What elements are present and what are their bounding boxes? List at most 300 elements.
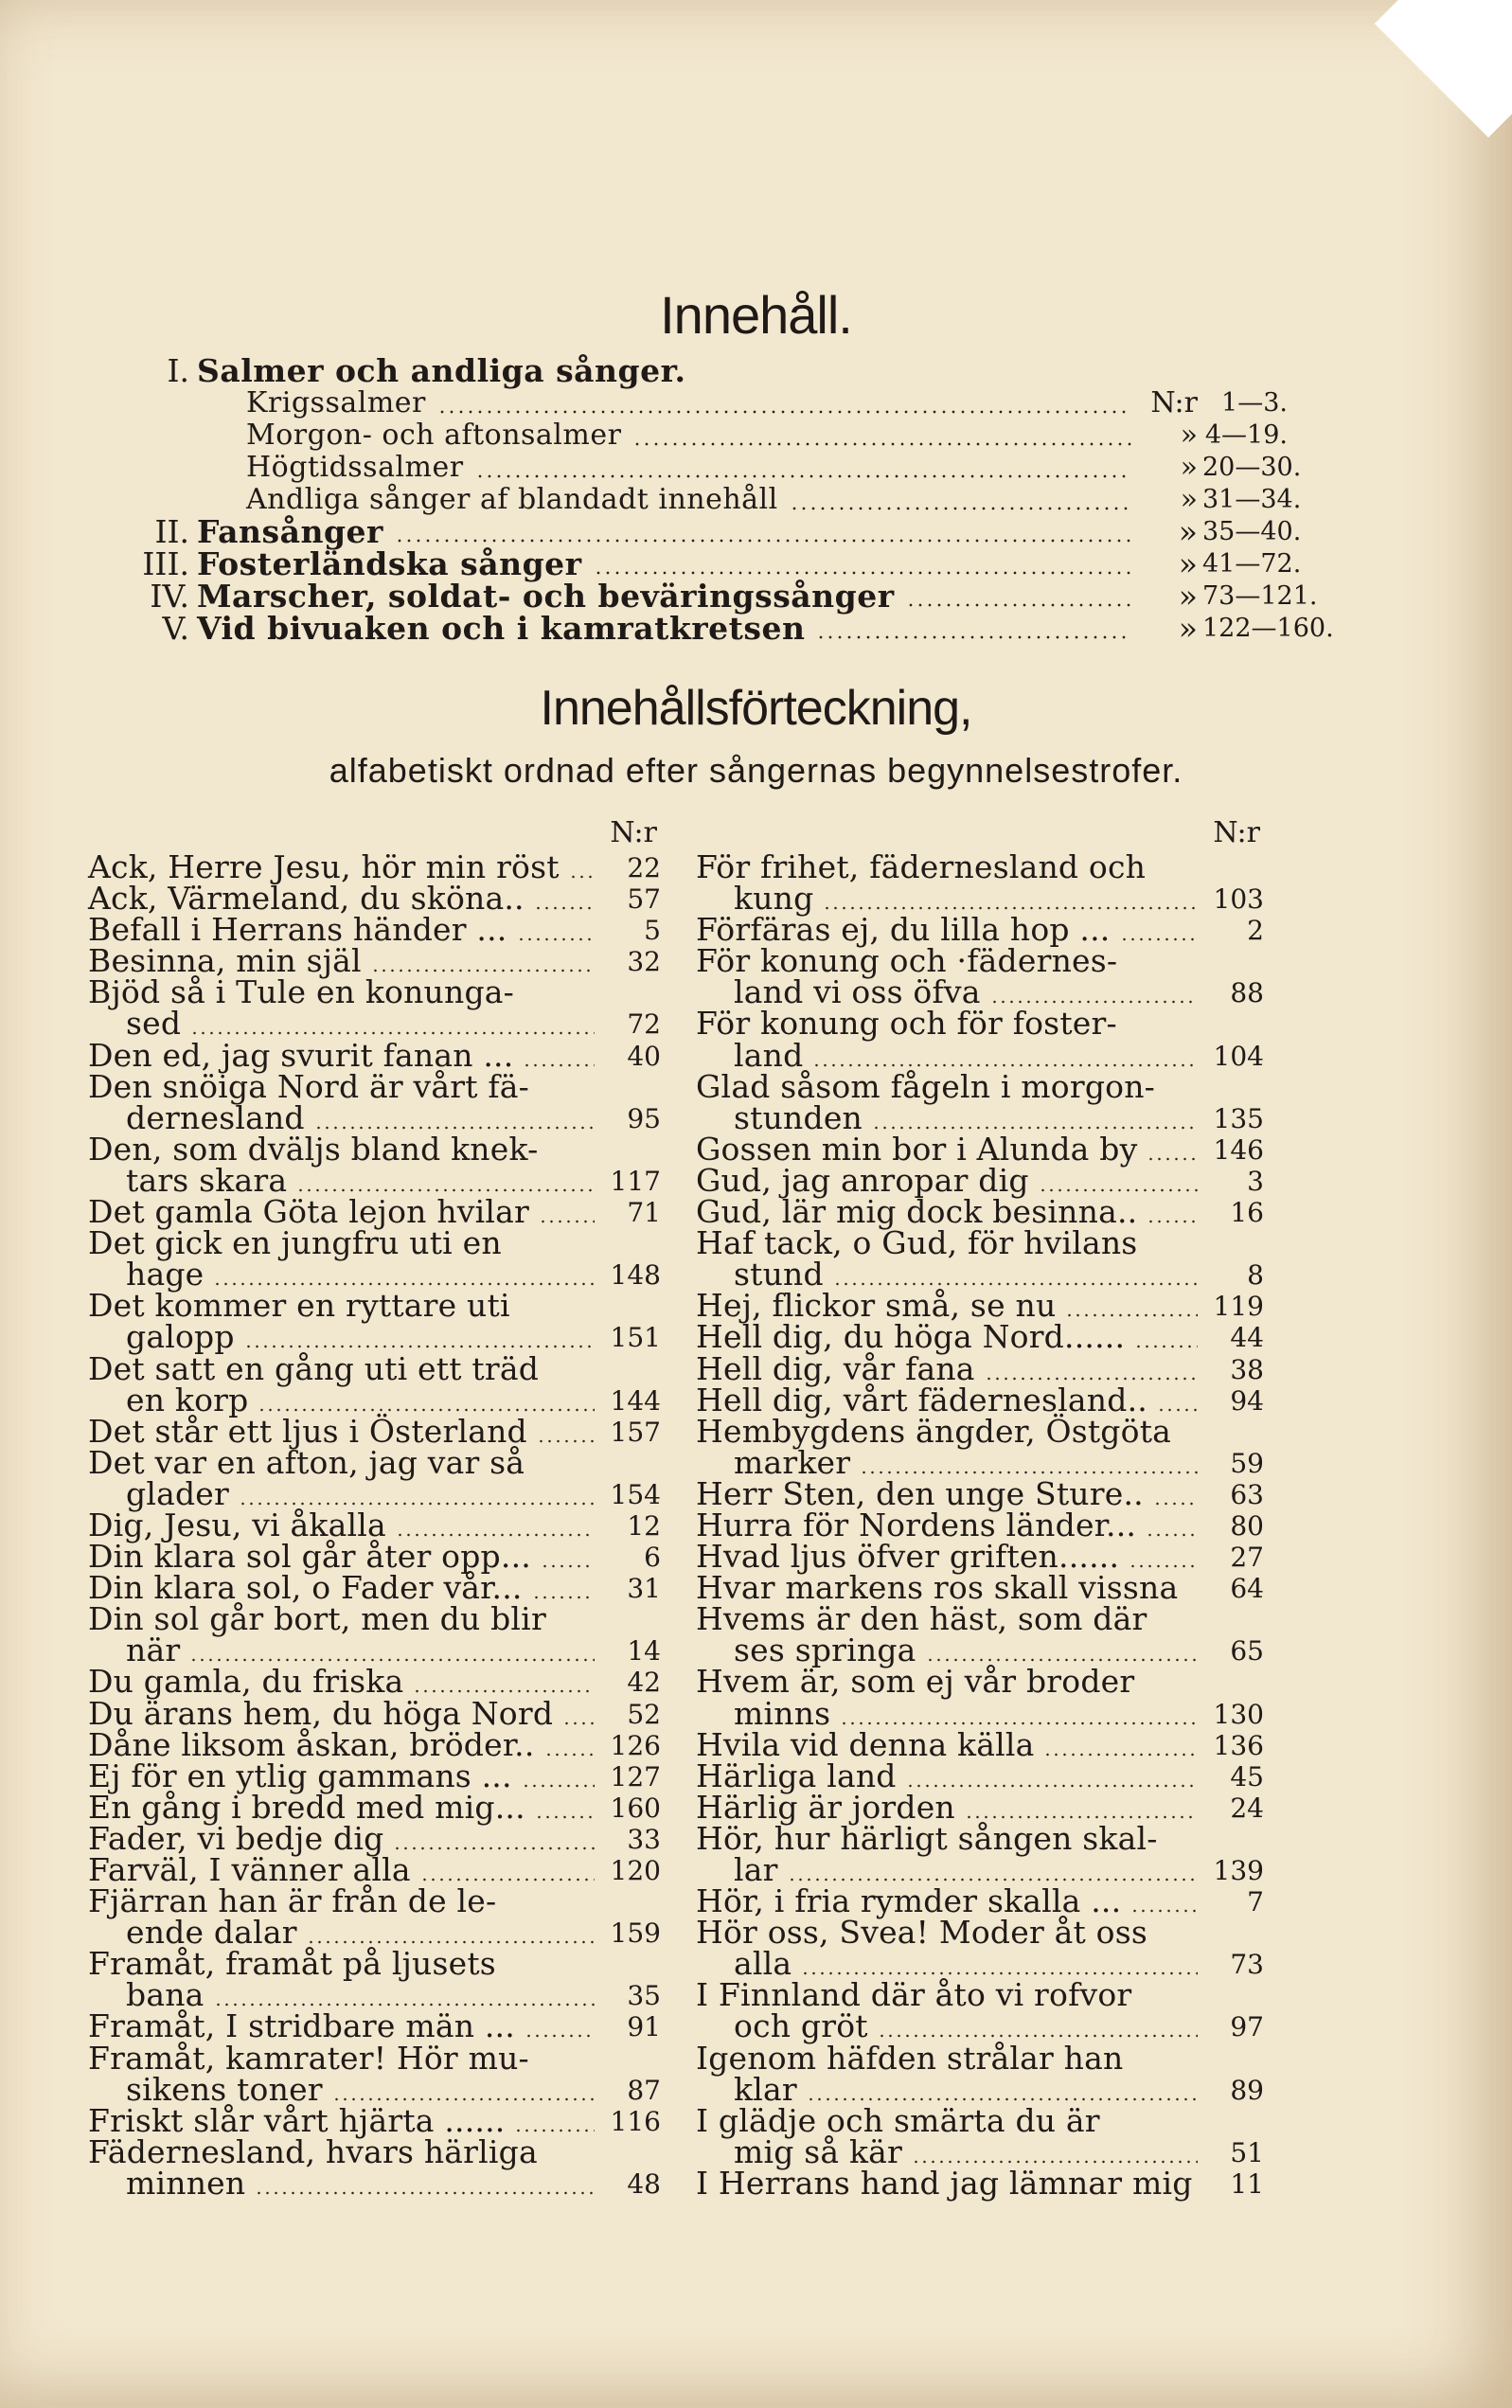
index-entry-text: I Finnland där åto vi rofvor [696,1976,1132,2014]
index-entry-line [88,2132,661,2170]
index-entry-text: Hej, flickor små, se nu [696,1287,1057,1325]
index-entry-line [88,1412,661,1450]
index-entry-line [696,2039,1264,2077]
index-entry-line [88,1694,661,1732]
index-entry-line [88,2164,661,2202]
dot-leader [840,1721,1198,1725]
index-entry-number: 16 [1230,1197,1264,1229]
toc-entry-number: V. [162,610,189,647]
index-entry-text: Din sol går bort, men du blir [88,1600,546,1638]
toc-entry-marker: N:r [1150,386,1198,419]
dot-leader [562,1721,595,1725]
index-entry-text: Ack, Herre Jesu, hör min röst [88,848,560,885]
index-entry-text: Den ed, jag svurit fanan ... [88,1036,514,1074]
dot-leader [878,2034,1198,2038]
index-entry-text: Hvem är, som ej vår broder [696,1663,1135,1701]
index-entry-text: Gud, jag anropar dig [696,1161,1029,1199]
dot-leader [833,1282,1198,1286]
index-entry-number: 136 [1213,1729,1264,1761]
index-entry-number: 33 [627,1823,661,1855]
toc-entry-text: Fosterländska sånger [197,545,582,582]
column-header-nr: N:r [1213,816,1260,849]
index-entry-text: Haf tack, o Gud, för hvilans [696,1224,1138,1262]
toc-entry-number: I. [167,352,189,389]
index-entry-number: 116 [610,2105,661,2137]
dot-leader [1129,1564,1198,1568]
index-entry-line [696,1349,1264,1387]
index-entry-line [88,1005,661,1043]
index-entry-line [88,1318,661,1356]
index-entry-line [88,2101,661,2139]
index-entry-text: stunden [734,1098,863,1136]
index-entry-text: För frihet, fädernesland och [696,848,1147,885]
dot-leader [1130,1909,1198,1913]
index-column-right [696,814,1264,2200]
dot-leader [632,442,1131,446]
index-entry-text: I glädje och smärta du är [696,2101,1100,2139]
index-entry-text: Hör oss, Svea! Moder åt oss [696,1914,1147,1952]
toc-entry-range: 1—3. [1221,388,1288,418]
index-entry-line [88,1788,661,1826]
dot-leader [790,507,1131,510]
dot-leader [534,906,595,910]
index-entry-text: Du ärans hem, du höga Nord [88,1694,554,1732]
index-entry-line [696,1663,1264,1701]
index-column-left [88,814,661,2200]
index-entry-line [696,1819,1264,1857]
index-entry-number: 63 [1230,1478,1264,1510]
index-entry-line [88,1067,661,1105]
index-entry-text: en korp [126,1381,249,1418]
page-title: Innehåll. [660,285,852,345]
dot-leader [371,969,595,972]
index-entry-text: Hvad ljus öfver griften...... [696,1538,1120,1576]
index-entry-number: 139 [1213,1855,1264,1886]
toc-entry [114,419,1288,452]
index-entry-text: sikens toner [126,2070,323,2108]
index-entry-text: när [126,1632,181,1669]
dot-leader [569,875,595,879]
dot-leader [926,1658,1198,1662]
toc-entry-number: IV. [150,578,189,615]
toc-entry-range: 41—72. [1202,549,1302,579]
dot-leader [523,1063,595,1067]
index-entry-line [696,1694,1264,1732]
index-entry-text: Hör, i fria rymder skalla ... [696,1882,1122,1920]
dot-leader [413,1689,595,1693]
dot-leader [1134,1345,1198,1348]
toc-entry-range: 122—160. [1202,614,1334,643]
index-entry-line [88,1757,661,1794]
index-entry-number: 31 [627,1573,661,1605]
index-entry-number: 148 [610,1259,661,1292]
dot-leader [823,906,1198,910]
index-entry-text: hage [126,1256,205,1293]
index-entry-line [696,2007,1264,2045]
dot-leader [816,635,1131,639]
toc-entry-range: 4—19. [1204,420,1288,450]
index-entry-number: 135 [1213,1102,1264,1134]
toc-entry [114,578,1318,615]
index-entry-line [696,1725,1264,1763]
index-entry-number: 11 [1230,2167,1264,2200]
index-entry-line [88,1036,661,1074]
index-entry-number: 104 [1213,1040,1264,1072]
index-entry-line [696,2070,1264,2108]
index-entry-text: och gröt [734,2007,868,2045]
index-entry-text: marker [734,1443,851,1481]
dot-leader [522,1784,595,1788]
index-entry-number: 22 [627,852,661,883]
index-entry-number: 48 [627,2167,661,2200]
index-entry-line [88,1098,661,1136]
toc-entry-text: Vid bivuaken och i kamratkretsen [197,610,806,647]
toc-entry-marker: » [1178,578,1198,615]
index-entry-text: minnen [126,2164,246,2202]
index-entry-number: 117 [610,1165,661,1197]
dot-leader [1153,1502,1198,1506]
dot-leader [393,1846,595,1850]
toc-entry-range: 20—30. [1202,453,1302,482]
index-entry-text: Ack, Värmeland, du sköna.. [88,880,525,918]
index-entry-number: 94 [1230,1384,1264,1417]
index-entry-number: 38 [1230,1353,1264,1385]
index-entry-text: bana [126,1976,205,2014]
index-entry-number: 159 [610,1917,661,1950]
index-entry-number: 57 [627,883,661,916]
index-entry-number: 64 [1230,1573,1264,1605]
index-entry-number: 71 [627,1197,661,1229]
toc-entry [114,610,1334,647]
toc-entry-text: Andliga sånger af blandadt innehåll [246,483,778,516]
index-entry-text: Det var en afton, jag var så [88,1443,525,1481]
dot-leader [860,1471,1198,1474]
index-entry-number: 154 [610,1478,661,1510]
index-entry-text: klar [734,2070,797,2108]
index-entry-line [696,1318,1264,1356]
index-entry-number: 3 [1247,1165,1264,1197]
dot-leader [535,1815,595,1819]
index-entry-text: Dåne liksom åskan, bröder.. [88,1725,535,1763]
index-entry-line [696,1130,1264,1168]
index-entry-text: Igenom häfden strålar han [696,2039,1124,2077]
index-entry-number: 8 [1247,1259,1264,1292]
index-entry-text: kung [734,880,814,918]
column-header-nr: N:r [610,816,657,849]
index-entry-text: Hell dig, vårt fädernesland.. [696,1381,1147,1418]
toc-entry-marker: » [1180,451,1198,484]
index-entry-text: Härlig är jorden [696,1788,955,1826]
dot-leader [514,2129,595,2132]
index-entry-text: land vi oss öfva [734,973,981,1011]
index-entry-number: 151 [610,1322,661,1354]
index-entry-text: glader [126,1474,229,1512]
index-entry-number: 12 [627,1509,661,1542]
dot-leader [190,1031,595,1035]
index-entry-text: Bjöd så i Tule en konunga- [88,973,514,1011]
index-entry-text: galopp [126,1318,235,1356]
toc-entry-text: Högtidssalmer [246,451,464,484]
index-entry-number: 59 [1230,1447,1264,1479]
index-entry-text: Befall i Herrans händer ... [88,911,507,949]
dot-leader [525,2034,595,2038]
dot-leader [788,1878,1198,1882]
index-entry-text: Hurra för Nordens länder... [696,1506,1137,1543]
toc-entry [114,513,1302,550]
index-entry-number: 89 [1230,2074,1264,2106]
toc-entry-marker: » [1178,513,1198,550]
index-entry-number: 120 [610,1855,661,1886]
dot-leader [807,2097,1198,2101]
dot-leader [912,2160,1198,2164]
index-entry-text: Farväl, I vänner alla [88,1851,411,1888]
dot-leader [801,1971,1198,1975]
dot-leader [906,1784,1198,1788]
index-entry-number: 65 [1230,1635,1264,1668]
index-entry-text: Framåt, I stridbare män ... [88,2007,515,2045]
index-entry-number: 95 [627,1102,661,1134]
index-entry-number: 27 [1230,1542,1264,1574]
index-title: Innehållsförteckning, [540,681,972,736]
toc-entry-text: Fansånger [197,513,383,550]
index-entry-text: Hvems är den häst, som där [696,1600,1147,1638]
index-entry-text: Friskt slår vårt hjärta ...... [88,2101,506,2139]
index-entry-number: 5 [644,915,661,947]
index-entry-line [88,1725,661,1763]
page-corner [1375,0,1512,137]
dot-leader [990,1000,1198,1004]
index-entry-number: 160 [610,1792,661,1824]
index-entry-line [696,1788,1264,1826]
index-entry-number: 45 [1230,1760,1264,1793]
toc-entry-number: II. [154,513,189,550]
index-entry-number: 44 [1230,1322,1264,1354]
dot-leader [420,1878,595,1882]
index-entry-text: ses springa [734,1632,916,1669]
toc-entry [114,386,1288,419]
index-entry-number: 51 [1230,2136,1264,2168]
dot-leader [258,1408,595,1412]
toc-entry-range: 31—34. [1202,485,1302,514]
dot-leader [239,1502,595,1506]
index-entry-text: Det står ett ljus i Österland [88,1412,527,1450]
index-entry-number: 80 [1230,1509,1264,1542]
index-entry-number: 126 [610,1729,661,1761]
index-entry-number: 91 [627,2011,661,2043]
index-entry-text: Framåt, framåt på ljusets [88,1945,496,1983]
index-entry-text: Du gamla, du friska [88,1663,404,1701]
index-entry-line [696,2132,1264,2170]
index-entry-text: Gossen min bor i Alunda by [696,1130,1138,1168]
index-entry-text: Det gamla Göta lejon hvilar [88,1193,529,1231]
index-entry-number: 73 [1230,1949,1264,1981]
index-entry-text: Fädernesland, hvars härliga [88,2132,538,2170]
index-entry-line [696,1005,1264,1043]
index-entry-text: Besinna, min själ [88,942,362,980]
toc-entry [114,352,1278,389]
index-entry-number: 14 [627,1635,661,1668]
index-entry-text: Hvila vid denna källa [696,1725,1035,1763]
index-entry-text: Det satt en gång uti ett träd [88,1349,540,1387]
index-entry-line [696,1036,1264,1074]
toc-entry-text: Morgon- och aftonsalmer [246,419,622,452]
index-entry-number: 103 [1213,883,1264,916]
index-entry-text: Glad såsom fågeln i morgon- [696,1067,1156,1105]
index-entry-text: Den snöiga Nord är vårt fä- [88,1067,529,1105]
index-entry-line [696,2164,1264,2202]
index-entry-text: tars skara [126,1161,288,1199]
index-entry-text: Din klara sol går åter opp... [88,1538,531,1576]
index-entry-text: I Herrans hand jag lämnar mig [696,2164,1193,2202]
dot-leader [475,474,1131,478]
index-entry-text: Framåt, kamrater! Hör mu- [88,2039,529,2077]
index-entry-line [88,2070,661,2108]
toc-entry-text: Krigssalmer [246,386,426,419]
dot-leader [539,1220,595,1223]
dot-leader [594,571,1131,575]
index-entry-text: Det kommer en ryttare uti [88,1287,510,1325]
index-entry-text: Hvar markens ros skall vissna [696,1569,1179,1607]
index-entry-line [88,1381,661,1418]
dot-leader [314,1126,595,1130]
toc-entry-marker: » [1180,419,1198,452]
index-entry-number: 130 [1213,1698,1264,1730]
index-entry-text: Gud, lär mig dock besinna.. [696,1193,1138,1231]
index-entry-line [88,2007,661,2045]
toc-entry-marker: » [1180,483,1198,516]
index-entry-number: 87 [627,2074,661,2106]
toc-entry-number: III. [142,545,189,582]
index-entry-number: 52 [627,1698,661,1730]
dot-leader [396,1533,595,1537]
index-entry-text: Herr Sten, den unge Sture.. [696,1474,1144,1512]
index-entry-line [88,1443,661,1481]
index-subtitle: alfabetiskt ordnad efter sångernas begynnelsestrofer. [329,751,1183,790]
index-entry-number: 119 [1213,1291,1264,1323]
dot-leader [214,2003,595,2007]
index-entry-text: Hell dig, vår fana [696,1349,975,1387]
index-entry-line [696,1381,1264,1418]
dot-leader [1043,1753,1198,1757]
index-entry-line [696,1443,1264,1481]
index-entry-text: lar [734,1851,778,1888]
index-entry-line [696,1067,1264,1105]
index-entry-number: 127 [610,1760,661,1793]
index-entry-text: Hembygdens ängder, Östgöta [696,1412,1172,1450]
index-entry-number: 97 [1230,2011,1264,2043]
index-entry-line [696,1098,1264,1136]
index-entry-text: En gång i bredd med mig... [88,1788,525,1826]
index-entry-line [696,1412,1264,1450]
dot-leader [395,539,1131,543]
index-entry-line [88,1663,661,1701]
dot-leader [1120,937,1198,941]
index-entry-text: Hör, hur härligt sången skal- [696,1819,1158,1857]
index-entry-number: 2 [1247,915,1264,947]
index-entry-number: 32 [627,946,661,978]
dot-leader [244,1345,595,1348]
index-entry-text: mig så kär [734,2132,903,2170]
dot-leader [307,1940,595,1944]
dot-leader [296,1188,595,1192]
index-entry-line [88,1349,661,1387]
dot-leader [872,1126,1198,1130]
dot-leader [965,1815,1198,1819]
toc-entry-range: 35—40. [1202,517,1302,546]
dot-leader [255,2191,595,2195]
dot-leader [437,410,1131,414]
dot-leader [332,2097,595,2101]
index-entry-text: Förfäras ej, du lilla hop ... [696,911,1111,949]
index-entry-text: Fader, vi bedje dig [88,1819,384,1857]
index-entry-text: alla [734,1945,792,1983]
index-entry-line [88,1130,661,1168]
index-entry-line [88,1474,661,1512]
index-entry-number: 144 [610,1384,661,1417]
dot-leader [541,1564,595,1568]
index-entry-text: dernesland [126,1098,305,1136]
dot-leader [1065,1313,1198,1317]
index-entry-text: minns [734,1694,831,1732]
dot-leader [985,1377,1198,1381]
index-entry-number: 35 [627,1980,661,2012]
index-entry-text: stund [734,1256,824,1293]
dot-leader [544,1753,595,1757]
index-entry-text: land [734,1036,804,1074]
toc-entry [114,545,1302,582]
dot-leader [812,1063,1198,1067]
index-entry-number: 88 [1230,977,1264,1009]
dot-leader [532,1596,595,1599]
index-entry-line [696,1474,1264,1512]
index-entry-number: 146 [1213,1133,1264,1166]
dot-leader [189,1658,595,1662]
dot-leader [537,1439,595,1443]
index-entry-number: 72 [627,1008,661,1041]
dot-leader [213,1282,595,1286]
dot-leader [517,937,595,941]
table-of-contents [114,352,1334,647]
index-entry-text: Härliga land [696,1757,897,1794]
toc-entry-marker: » [1178,610,1198,647]
index-entry-text: sed [126,1005,182,1043]
dot-leader [1147,1220,1198,1223]
index-entry-line [88,2039,661,2077]
index-entry-text: Ej för en ytlig gammans ... [88,1757,512,1794]
dot-leader [1157,1408,1198,1412]
index-entry-text: Det gick en jungfru uti en [88,1224,502,1262]
index-entry-number: 157 [610,1416,661,1448]
index-entry-number: 7 [1247,1886,1264,1918]
toc-entry [114,483,1302,516]
index-entry-line [696,2101,1264,2139]
index-entry-number: 42 [627,1667,661,1699]
index-entry-number: 40 [627,1040,661,1072]
index-entry-text: Hell dig, du höga Nord...... [696,1318,1126,1356]
index-entry-number: 24 [1230,1792,1264,1824]
index-entry-number: 6 [644,1542,661,1574]
index-entry-text: Din klara sol, o Fader vår... [88,1569,523,1607]
index-entry-text: Fjärran han är från de le- [88,1882,497,1920]
toc-entry-text: Marscher, soldat- och beväringssånger [197,578,895,615]
toc-entry-range: 73—121. [1202,581,1318,611]
toc-entry-text: Salmer och andliga sånger. [197,352,686,389]
toc-entry [114,451,1302,484]
dot-leader [1147,1157,1198,1161]
index-entry-text: ende dalar [126,1914,297,1952]
index-entry-text: Dig, Jesu, vi åkalla [88,1506,386,1543]
dot-leader [1039,1188,1198,1192]
